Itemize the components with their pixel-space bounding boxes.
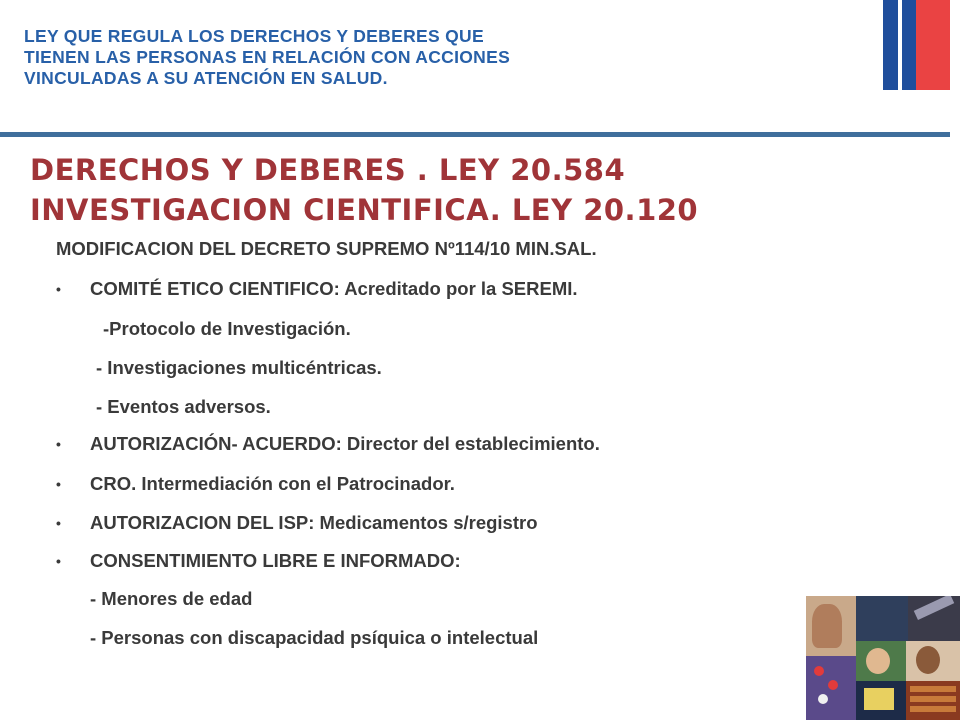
- bullet-icon: •: [56, 436, 61, 452]
- bullet-icon: •: [56, 476, 61, 492]
- flag-white-line: [898, 0, 902, 90]
- section-title-line-1: DERECHOS Y DEBERES . LEY 20.584: [30, 153, 626, 187]
- bullet-icon: •: [56, 281, 61, 297]
- list-item-comite: COMITÉ ETICO CIENTIFICO: Acreditado por la SEREMI.: [90, 278, 578, 299]
- list-item-cro: CRO. Intermediación con el Patrocinador.: [90, 473, 455, 494]
- header-divider: [0, 132, 950, 137]
- list-item-decree: MODIFICACION DEL DECRETO SUPREMO Nº114/10 MIN.SAL.: [56, 238, 597, 259]
- sub-item-multicentricas: - Investigaciones multicéntricas.: [96, 357, 382, 378]
- header-title: [24, 26, 844, 89]
- section-title-line-2: INVESTIGACION CIENTIFICA. LEY 20.120: [30, 193, 699, 227]
- list-item-isp: AUTORIZACION DEL ISP: Medicamentos s/registro: [90, 512, 538, 533]
- sub-item-eventos: - Eventos adversos.: [96, 396, 271, 417]
- list-item-autorizacion: AUTORIZACIÓN- ACUERDO: Director del establecimiento.: [90, 433, 600, 454]
- header-title-line-1: LEY QUE REGULA LOS DERECHOS Y DEBERES QUE: [24, 26, 484, 46]
- list-item-consentimiento: CONSENTIMIENTO LIBRE E INFORMADO:: [90, 550, 461, 571]
- section-title: [30, 150, 698, 230]
- flag-red-stripe: [916, 0, 950, 90]
- sub-item-protocolo: -Protocolo de Investigación.: [103, 318, 351, 339]
- sub-item-discapacidad: - Personas con discapacidad psíquica o intelectual: [90, 627, 539, 648]
- bullet-icon: •: [56, 515, 61, 531]
- science-collage-image: [806, 596, 960, 720]
- header-title-line-3: VINCULADAS A SU ATENCIÓN EN SALUD.: [24, 68, 388, 88]
- sub-item-menores: - Menores de edad: [90, 588, 253, 609]
- bullet-icon: •: [56, 553, 61, 569]
- header-title-line-2: TIENEN LAS PERSONAS EN RELACIÓN CON ACCIONES: [24, 47, 511, 67]
- chile-flag-stripe: [883, 0, 950, 90]
